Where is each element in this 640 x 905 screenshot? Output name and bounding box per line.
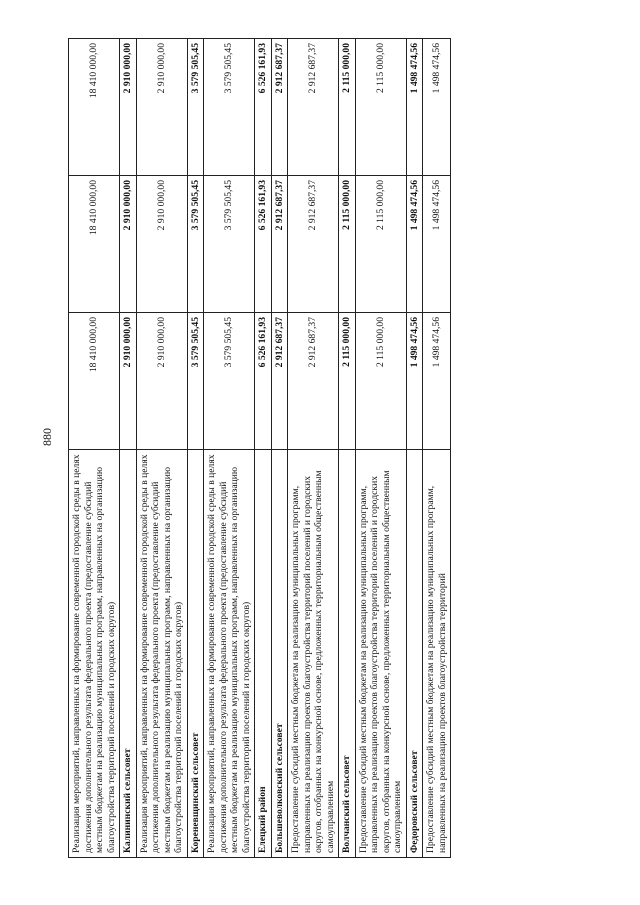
value-cell: 2 910 000,00 [136, 176, 187, 313]
row-label: Предоставление субсидий местным бюджетам на реализацию муниципальных программ, направленных на реализацию проектов благоустройства территорий поселений и городских округов, отобранных на конкурсной основе, предложенных территориальным общественным самоуправлением [355, 450, 406, 858]
table-row [288, 39, 339, 858]
rotated-table-container [68, 38, 588, 858]
value-cell: 3 579 505,45 [187, 39, 204, 176]
row-label: Федоровский сельсовет [406, 450, 423, 858]
table-row [120, 39, 137, 858]
value-cell: 3 579 505,45 [204, 39, 255, 176]
value-cell: 2 115 000,00 [355, 39, 406, 176]
value-cell: 6 526 161,93 [255, 313, 272, 450]
value-cell: 1 498 474,56 [423, 313, 451, 450]
row-label: Предоставление субсидий местным бюджетам на реализацию муниципальных программ, направленных на реализацию проектов благоустройства территорий поселений и городских округов, отобранных на конкурсной основе, предложенных территориальным общественным самоуправлением [288, 450, 339, 858]
value-cell: 2 115 000,00 [355, 176, 406, 313]
table-row [136, 39, 187, 858]
value-cell: 2 115 000,00 [355, 313, 406, 450]
value-cell: 3 579 505,45 [204, 176, 255, 313]
value-cell: 1 498 474,56 [423, 176, 451, 313]
row-label: Кореневщинский сельсовет [187, 450, 204, 858]
table-row [355, 39, 406, 858]
row-label: Калининский сельсовет [120, 450, 137, 858]
value-cell: 2 912 687,37 [271, 313, 288, 450]
row-label: Реализация мероприятий, направленных на формирование современной городской среды в целях достижения дополнительного результата федерального проекта (предоставление субсидий местным бюджетам на реализацию муниципальных программ, направленных на организацию благоустройства территорий поселений и городских округов) [69, 450, 120, 858]
value-cell: 1 498 474,56 [406, 313, 423, 450]
value-cell: 18 410 000,00 [69, 176, 120, 313]
budget-table [68, 38, 451, 858]
value-cell: 2 912 687,37 [288, 313, 339, 450]
table-row [187, 39, 204, 858]
value-cell: 2 910 000,00 [120, 176, 137, 313]
value-cell: 6 526 161,93 [255, 176, 272, 313]
value-cell: 1 498 474,56 [423, 39, 451, 176]
row-label: Реализация мероприятий, направленных на формирование современной городской среды в целях достижения дополнительного результата федерального проекта (предоставление субсидий местным бюджетам на реализацию муниципальных программ, направленных на организацию благоустройства территорий поселений и городских округов) [136, 450, 187, 858]
table-row [339, 39, 356, 858]
table-row [406, 39, 423, 858]
value-cell: 3 579 505,45 [187, 313, 204, 450]
table-row [255, 39, 272, 858]
row-label: Елецкий район [255, 450, 272, 858]
value-cell: 2 912 687,37 [271, 39, 288, 176]
value-cell: 18 410 000,00 [69, 39, 120, 176]
value-cell: 2 115 000,00 [339, 313, 356, 450]
value-cell: 2 912 687,37 [288, 176, 339, 313]
value-cell: 2 115 000,00 [339, 176, 356, 313]
value-cell: 3 579 505,45 [204, 313, 255, 450]
value-cell: 2 912 687,37 [271, 176, 288, 313]
table-row [204, 39, 255, 858]
table-row [423, 39, 451, 858]
row-label: Волчанский сельсовет [339, 450, 356, 858]
value-cell: 2 912 687,37 [288, 39, 339, 176]
value-cell: 6 526 161,93 [255, 39, 272, 176]
value-cell: 2 910 000,00 [136, 39, 187, 176]
value-cell: 3 579 505,45 [187, 176, 204, 313]
row-label: Большеволковский сельсовет [271, 450, 288, 858]
value-cell: 18 410 000,00 [69, 313, 120, 450]
value-cell: 2 910 000,00 [136, 313, 187, 450]
value-cell: 1 498 474,56 [406, 176, 423, 313]
value-cell: 2 910 000,00 [120, 313, 137, 450]
budget-table-body [69, 39, 451, 858]
value-cell: 1 498 474,56 [406, 39, 423, 176]
table-row [69, 39, 120, 858]
page-number: 880 [40, 428, 54, 446]
row-label: Предоставление субсидий местным бюджетам на реализацию муниципальных программ, направленных на реализацию проектов благоустройства территорий [423, 450, 451, 858]
row-label: Реализация мероприятий, направленных на формирование современной городской среды в целях достижения дополнительного результата федерального проекта (предоставление субсидий местным бюджетам на реализацию муниципальных программ, направленных на организацию благоустройства территорий поселений и городских округов) [204, 450, 255, 858]
value-cell: 2 115 000,00 [339, 39, 356, 176]
table-row [271, 39, 288, 858]
value-cell: 2 910 000,00 [120, 39, 137, 176]
